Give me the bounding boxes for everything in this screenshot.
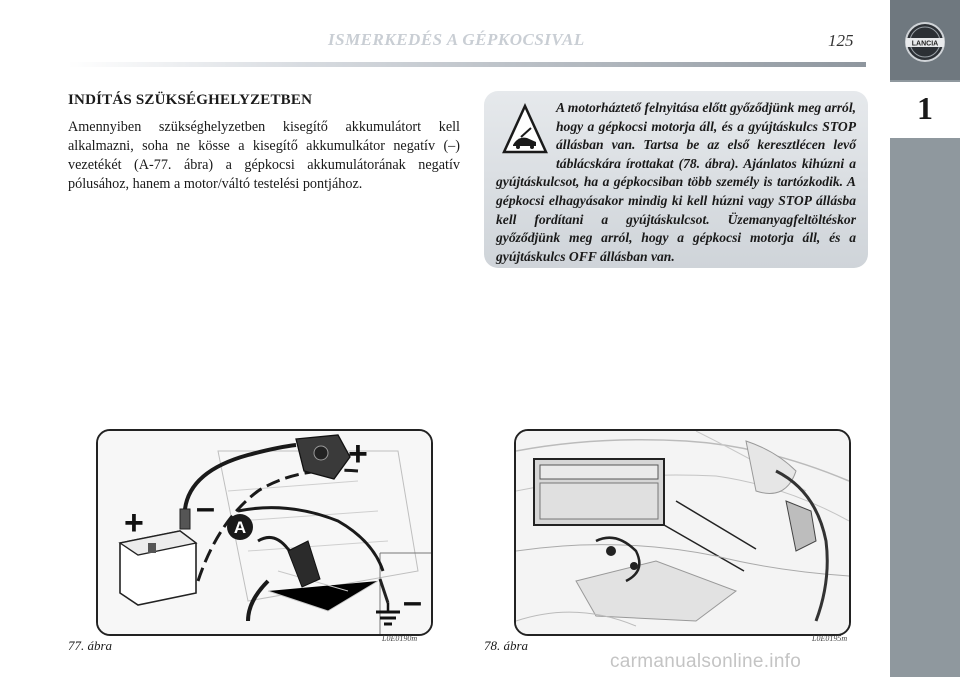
header-rule <box>68 62 866 67</box>
minus-ground-label: – <box>403 583 422 621</box>
lancia-logo-icon <box>890 0 960 80</box>
figure-78-engine-bay <box>514 429 851 636</box>
figure-77-battery-connection <box>96 429 433 636</box>
figure-77-code: L0E0190m <box>382 634 418 643</box>
warning-box <box>484 91 868 268</box>
engine-bay-illustration <box>516 431 849 634</box>
figure-77-caption: 77. ábra <box>68 638 113 653</box>
logo-box <box>890 0 960 80</box>
section-body: Amennyiben szükséghelyzetben kisegítő akkumulátort kell alkalmazni, soha ne kösse a kisegítő akkumulkátor negatív (–) vezetékét (A-77. ábra) a gépkocsi akkumulátorának negatív pólusához, hanem a motor/váltó testelési pontjához. <box>68 119 460 192</box>
section-title: INDÍTÁS SZÜKSÉGHELYZETBEN <box>68 92 313 108</box>
open-hood-warning-icon <box>502 103 548 155</box>
plus-terminal-label-left: + <box>124 504 144 542</box>
warning-text: A motorháztető felnyitása előtt győződjünk meg arról, hogy a gépkocsi motorja áll, és a gyújtáskulcs STOP állásban van. Tartsa be az első keresztlécen levő táblácskára írottakat (78. ábra). Ajánlatos kihúzni a gyújtáskulcsot, ha a gépkocsiban több személy is tartózkodik. A gépkocsi elhagyásakor mindig ki kell húzni vagy STOP állásba kell fordítani a gyújtáskulcsot. Üzemanyagfeltöltéskor győződjünk meg arról, hogy a gépkocsi motorja áll, és a gyújtáskulcs OFF állásban van. <box>496 100 856 264</box>
warning-text-block <box>496 99 856 266</box>
page-number: 125 <box>828 31 854 50</box>
chapter-number: 1 <box>917 90 933 126</box>
plus-terminal-label-right: + <box>348 435 368 473</box>
callout-marker-a: A <box>233 518 247 537</box>
chapter-sidebar <box>890 0 960 677</box>
figure-78-caption: 78. ábra <box>484 638 529 653</box>
watermark: carmanualsonline.info <box>610 651 802 672</box>
minus-terminal-label-left: – <box>196 489 215 527</box>
running-header-title: ISMERKEDÉS A GÉPKOCSIVAL <box>328 30 585 49</box>
battery-jump-illustration <box>98 431 431 634</box>
logo-text: LANCIA <box>911 40 939 48</box>
figure-78-code: L0E0195m <box>812 634 848 643</box>
